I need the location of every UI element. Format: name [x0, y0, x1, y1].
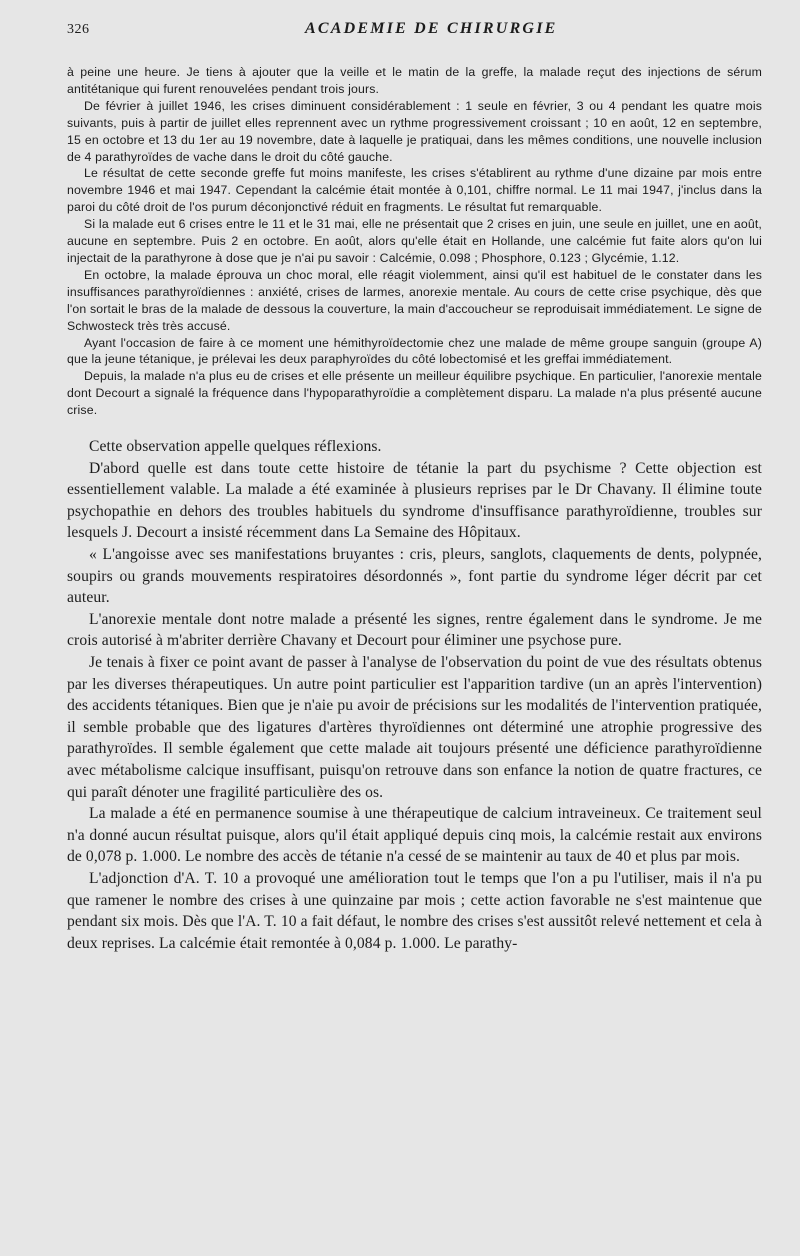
paragraph: Le résultat de cette seconde greffe fut moins manifeste, les crises s'établirent au rythme d'une dizaine par mois entre novembre 1946 et mai 1947. Cependant la calcémie était montée à 0,101, chiffre normal. Le 11 mai 1947, j'inclus dans la paroi du côté droit de l'os purum déconjonctivé réduit en fragments. Le résultat fut remarquable.	[67, 166, 762, 215]
paragraph: à peine une heure. Je tiens à ajouter que la veille et le matin de la greffe, la malade reçut des injections de sérum antitétanique qui furent renouvelées pendant trois jours.	[67, 65, 762, 96]
observation-text	[67, 64, 762, 419]
paragraph: L'anorexie mentale dont notre malade a présenté les signes, rentre également dans le syndrome. Je me crois autorisé à m'abriter derrière Chavany et Decourt pour éliminer une psychose pure.	[67, 610, 762, 650]
running-head	[67, 20, 762, 50]
paragraph: De février à juillet 1946, les crises diminuent considérablement : 1 seule en février, 3 ou 4 pendant les quatre mois suivants, puis à partir de juillet elles reprennent avec un rythme progressivement croissant ; 10 en août, 12 en septembre, 15 en octobre et 13 du 1er au 19 novembre, date à laquelle je pratiquai, dans les mêmes conditions, une nouvelle inclusion de 4 parathyroïdes de vache dans le droit du côté gauche.	[67, 98, 762, 164]
page-number: 326	[67, 22, 90, 37]
discussion-text	[67, 436, 762, 954]
paragraph: La malade a été en permanence soumise à une thérapeutique de calcium intraveineux. Ce traitement seul n'a donné aucun résultat puisque, alors qu'il était appliqué depuis cinq mois, la calcémie restait aux environs de 0,078 p. 1.000. Le nombre des accès de tétanie n'a cessé de se maintenir au taux de 40 et plus par mois.	[67, 805, 762, 866]
paragraph: « L'angoisse avec ses manifestations bruyantes : cris, pleurs, sanglots, claquements de dents, polypnée, soupirs ou grands mouvements respiratoires désordonnés », font partie du syndrome léger décrit par cet auteur.	[67, 546, 762, 607]
paragraph: D'abord quelle est dans toute cette histoire de tétanie la part du psychisme ? Cette objection est essentiellement valable. La malade a été examinée à plusieurs reprises par le Dr Chavany. Il élimine toute psychopathie en dehors des troubles habituels du syndrome d'insuffisance parathyroïdienne, troubles sur lesquels J. Decourt a insisté récemment dans La Semaine des Hôpitaux.	[67, 459, 762, 542]
paragraph: L'adjonction d'A. T. 10 a provoqué une amélioration tout le temps que l'on a pu l'utiliser, mais il n'a pu que ramener le nombre des crises à une quinzaine par mois ; cette action favorable ne s'est maintenue que pendant six mois. Dès que l'A. T. 10 a fait défaut, le nombre des crises s'est aussitôt relevé nettement et cela à deux reprises. La calcémie était remontée à 0,084 p. 1.000. Le parathy-	[67, 869, 762, 952]
journal-title: ACADEMIE DE CHIRURGIE	[305, 20, 558, 37]
paragraph: Ayant l'occasion de faire à ce moment une hémithyroïdectomie chez une malade de même groupe sanguin (groupe A) que la jeune tétanique, je prélevai les deux paraphyroïdes du côté lobectomisé et les greffai immédiatement.	[67, 335, 762, 367]
paragraph: Je tenais à fixer ce point avant de passer à l'analyse de l'observation du point de vue des résultats obtenus par les diverses thérapeutiques. Un autre point particulier est l'apparition tardive (un an après l'intervention) des accidents tétaniques. Bien que je n'aie pu avoir de précisions sur les modalités de l'intervention pratiquée, il semble probable que des ligatures d'artères thyroïdiennes ont déterminé une atrophie progressive des parathyroïdes. Il semble également que cette malade ait toujours présenté une déficience parathyroïdienne avec métabolisme calcique insuffisant, puisqu'on retrouve dans son enfance la notion de quatre fractures, ce qui paraît dénoter une fragilité particulière des os.	[67, 653, 762, 801]
paragraph: Si la malade eut 6 crises entre le 11 et le 31 mai, elle ne présentait que 2 crises en juin, une seule en juillet, une en août, aucune en septembre. Puis 2 en octobre. En août, alors qu'elle était en Hollande, une calcémie fut faite alors qu'on lui injectait de la parathyrone à dose que je n'ai pu savoir : Calcémie, 0.098 ; Phosphore, 0.123 ; Glycémie, 1.12.	[67, 217, 762, 265]
paragraph: Depuis, la malade n'a plus eu de crises et elle présente un meilleur équilibre psychique. En particulier, l'anorexie mentale dont Decourt a signalé la fréquence dans l'hypoparathyroïdie a complètement disparu. La malade n'a plus présenté aucune crise.	[67, 369, 762, 418]
paragraph: En octobre, la malade éprouva un choc moral, elle réagit violemment, ainsi qu'il est habituel de le constater dans les insuffisances parathyroïdiennes : anxiété, crises de larmes, anorexie mentale. Au cours de cette crise psychique, dès que l'on sortait le bras de la malade de dessous la couverture, la main d'accoucheur se reproduisait immédiatement. Le signe de Schwosteck très très accusé.	[67, 267, 762, 333]
paragraph: Cette observation appelle quelques réflexions.	[89, 438, 382, 456]
